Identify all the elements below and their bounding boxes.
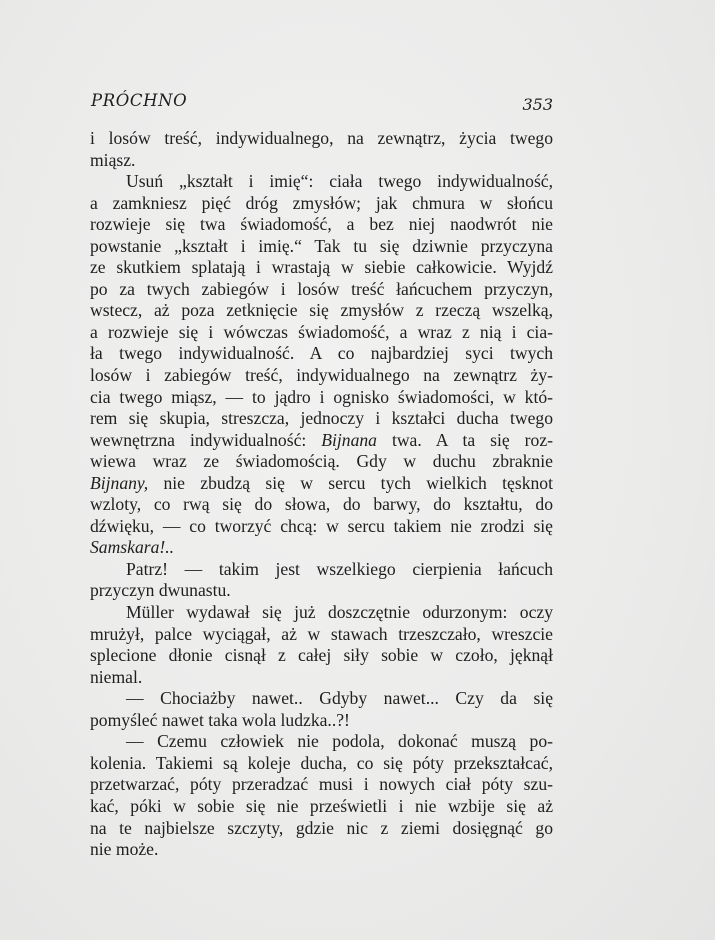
- text-fragment: nie zbudzą się w sercu tych wielkich tęsknot: [148, 472, 553, 493]
- text-line: losów i zabiegów treść, indywidualnego na zewnątrz ży-: [90, 365, 553, 386]
- text-line: — Chociażby nawet.. Gdyby nawet... Czy da się: [126, 688, 553, 709]
- text-line: po za twych zabiegów i losów treść łańcuchem przyczyn,: [90, 278, 553, 299]
- text-line: pomyśleć nawet taka wola ludzka..?!: [90, 709, 350, 730]
- page-number: 353: [522, 95, 553, 114]
- text-line: wstecz, aż poza zetknięcie się zmysłów z rzeczą wszelką,: [90, 300, 553, 321]
- running-title: PRÓCHNO: [91, 91, 188, 110]
- text-line: [90, 430, 553, 452]
- text-line: nie może.: [90, 839, 159, 860]
- text-line: rem się skupia, streszcza, jednoczy i kształci ducha twego: [90, 408, 553, 429]
- text-line: wiewa wraz ze świadomością. Gdy w duchu zbraknie: [90, 451, 553, 472]
- paragraph: [90, 559, 553, 602]
- text-line: kolenia. Takiemi są koleje ducha, co się póty przekształcać,: [90, 752, 553, 773]
- text-line: splecione dłonie cisnął z całej siły sobie w czoło, jęknął: [90, 645, 553, 666]
- text-line: kać, póki w sobie się nie prześwietli i nie wzbije się aż: [90, 795, 553, 816]
- paragraph: [90, 602, 553, 688]
- text-line: na te najbielsze szczyty, gdzie nic z ziemi dosięgnąć go: [90, 817, 553, 838]
- italic-term-bijnana: Bijnana: [321, 429, 377, 450]
- text-line: dźwięku, — co tworzyć chcą: w sercu takiem nie zrodzi się: [90, 515, 553, 536]
- paragraph: [90, 171, 553, 559]
- paragraph: [90, 128, 553, 171]
- paragraph: [90, 731, 553, 860]
- text-line: ze skutkiem splatają i wrastają w siebie całkowicie. Wyjdź: [90, 257, 553, 278]
- italic-term-bijnany: Bijnany,: [90, 472, 149, 493]
- text-line: [90, 473, 553, 495]
- text-line: Müller wydawał się już doszczętnie odurzonym: oczy: [126, 602, 553, 623]
- text-fragment: wewnętrzna indywidualność:: [90, 429, 322, 450]
- text-line: niemal.: [90, 666, 143, 687]
- running-head: [91, 88, 553, 114]
- italic-term-samskara: Samskara!..: [90, 537, 175, 558]
- body-text: [90, 128, 553, 861]
- text-line: przetwarzać, póty przeradzać musi i nowych ciał póty szu-: [90, 774, 553, 795]
- text-line: Patrz! — takim jest wszelkiego cierpienia łańcuch: [126, 558, 553, 579]
- text-line: przyczyn dwunastu.: [90, 580, 231, 601]
- text-line: Usuń „kształt i imię“: ciała twego indywidualność,: [126, 171, 553, 192]
- text-line: a rozwieje się i wówczas świadomość, a wraz z nią i cia-: [90, 321, 553, 342]
- text-line: wzloty, co rwą się do słowa, do barwy, do kształtu, do: [90, 494, 553, 515]
- text-line: cia twego miąsz, — to jądro i ognisko świadomości, w któ-: [90, 386, 553, 407]
- text-line: mrużył, palce wyciągał, aż w stawach trzeszczało, wreszcie: [90, 623, 553, 644]
- text-line: a zamkniesz pięć dróg zmysłów; jak chmura w słońcu: [90, 192, 553, 213]
- text-line: miąsz.: [90, 149, 136, 170]
- text-line: powstanie „kształt i imię.“ Tak tu się dziwnie przyczyna: [90, 235, 553, 256]
- text-fragment: twa. A ta się roz-: [376, 429, 553, 450]
- text-line: — Czemu człowiek nie podola, dokonać muszą po-: [126, 731, 553, 752]
- text-line: ła twego indywidualność. A co najbardziej syci twych: [90, 343, 553, 364]
- text-line: rozwieje się twa świadomość, a bez niej naodwrót nie: [90, 214, 553, 235]
- text-line: i losów treść, indywidualnego, na zewnątrz, życia twego: [90, 128, 553, 148]
- paragraph: [90, 688, 553, 731]
